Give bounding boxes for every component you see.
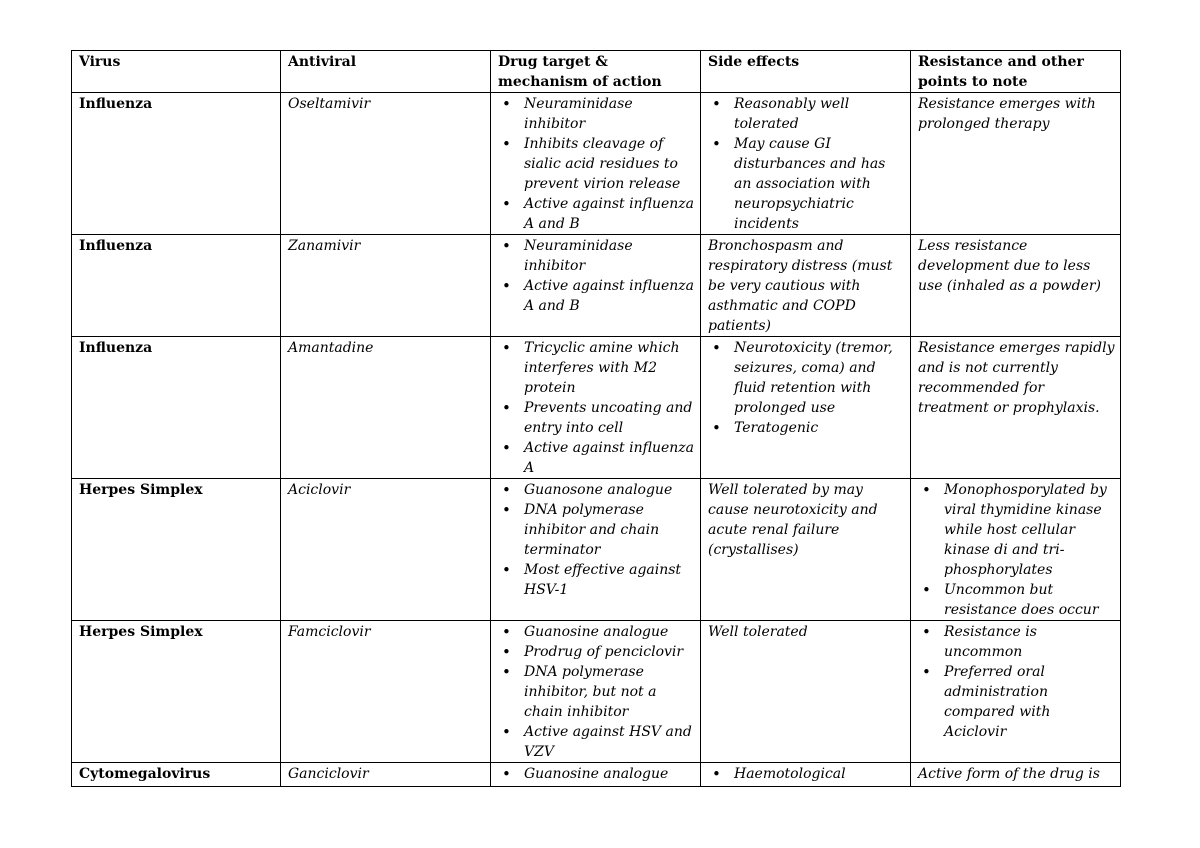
- list-item: • DNA polymerase inhibitor, but not a chain inhibitor: [498, 662, 695, 722]
- list-item: • Haemotological: [708, 764, 905, 784]
- header-side-effects: Side effects: [701, 51, 911, 93]
- resistance-list: [918, 622, 1115, 742]
- resistance-list: [918, 480, 1115, 620]
- side-effects-cell: Well tolerated by may cause neurotoxicity and acute renal failure (crystallises): [701, 479, 911, 621]
- antiviral-cell: Famciclovir: [281, 621, 491, 763]
- mechanism-list: [498, 236, 695, 316]
- resistance-cell: Resistance emerges with prolonged therapy: [911, 93, 1121, 235]
- document-page: [71, 50, 1120, 787]
- table-header-row: [72, 51, 1121, 93]
- virus-cell: Herpes Simplex: [72, 621, 281, 763]
- header-resistance: Resistance and other points to note: [911, 51, 1121, 93]
- list-item: • May cause GI disturbances and has an association with neuropsychiatric incidents: [708, 134, 905, 234]
- list-item: • Prodrug of penciclovir: [498, 642, 695, 662]
- mechanism-list: [498, 94, 695, 234]
- mechanism-cell: [491, 763, 701, 787]
- list-item: • Resistance is uncommon: [918, 622, 1115, 662]
- mechanism-cell: [491, 93, 701, 235]
- list-item: • Guanosone analogue: [498, 480, 695, 500]
- mechanism-cell: [491, 235, 701, 337]
- list-item: • Reasonably well tolerated: [708, 94, 905, 134]
- list-item: • Prevents uncoating and entry into cell: [498, 398, 695, 438]
- list-item: • Guanosine analogue: [498, 764, 695, 784]
- virus-cell: Cytomegalovirus: [72, 763, 281, 787]
- list-item: • Tricyclic amine which interferes with M2 protein: [498, 338, 695, 398]
- list-item: • Active against influenza A and B: [498, 276, 695, 316]
- side-effects-list: [708, 764, 905, 784]
- resistance-cell: Resistance emerges rapidly and is not currently recommended for treatment or prophylaxis.: [911, 337, 1121, 479]
- resistance-cell: Less resistance development due to less use (inhaled as a powder): [911, 235, 1121, 337]
- table-row: [72, 235, 1121, 337]
- header-mechanism: Drug target & mechanism of action: [491, 51, 701, 93]
- side-effects-list: [708, 94, 905, 234]
- list-item: • Neuraminidase inhibitor: [498, 94, 695, 134]
- list-item: • Most effective against HSV-1: [498, 560, 695, 600]
- antiviral-cell: Ganciclovir: [281, 763, 491, 787]
- list-item: • Monophosporylated by viral thymidine kinase while host cellular kinase di and tri-phosphorylates: [918, 480, 1115, 580]
- side-effects-cell: [701, 337, 911, 479]
- virus-cell: Influenza: [72, 93, 281, 235]
- antiviral-cell: Aciclovir: [281, 479, 491, 621]
- list-item: • Active against HSV and VZV: [498, 722, 695, 762]
- table-row: [72, 337, 1121, 479]
- header-antiviral: Antiviral: [281, 51, 491, 93]
- list-item: • Preferred oral administration compared with Aciclovir: [918, 662, 1115, 742]
- virus-cell: Influenza: [72, 337, 281, 479]
- resistance-cell: [911, 479, 1121, 621]
- table-row: [72, 93, 1121, 235]
- list-item: • Neurotoxicity (tremor, seizures, coma) and fluid retention with prolonged use: [708, 338, 905, 418]
- mechanism-list: [498, 764, 695, 784]
- virus-cell: Herpes Simplex: [72, 479, 281, 621]
- table-row: [72, 763, 1121, 787]
- list-item: • Active against influenza A and B: [498, 194, 695, 234]
- antiviral-table: [71, 50, 1121, 787]
- antiviral-cell: Oseltamivir: [281, 93, 491, 235]
- mechanism-list: [498, 480, 695, 600]
- side-effects-cell: [701, 763, 911, 787]
- side-effects-cell: [701, 93, 911, 235]
- header-virus: Virus: [72, 51, 281, 93]
- mechanism-list: [498, 338, 695, 478]
- virus-cell: Influenza: [72, 235, 281, 337]
- antiviral-cell: Zanamivir: [281, 235, 491, 337]
- antiviral-cell: Amantadine: [281, 337, 491, 479]
- side-effects-cell: Well tolerated: [701, 621, 911, 763]
- list-item: • Uncommon but resistance does occur: [918, 580, 1115, 620]
- side-effects-list: [708, 338, 905, 438]
- side-effects-cell: Bronchospasm and respiratory distress (must be very cautious with asthmatic and COPD patients): [701, 235, 911, 337]
- list-item: • Neuraminidase inhibitor: [498, 236, 695, 276]
- list-item: • Teratogenic: [708, 418, 905, 438]
- mechanism-cell: [491, 337, 701, 479]
- mechanism-list: [498, 622, 695, 762]
- mechanism-cell: [491, 479, 701, 621]
- mechanism-cell: [491, 621, 701, 763]
- table-row: [72, 479, 1121, 621]
- resistance-cell: [911, 621, 1121, 763]
- list-item: • DNA polymerase inhibitor and chain terminator: [498, 500, 695, 560]
- table-row: [72, 621, 1121, 763]
- list-item: • Inhibits cleavage of sialic acid residues to prevent virion release: [498, 134, 695, 194]
- list-item: • Active against influenza A: [498, 438, 695, 478]
- list-item: • Guanosine analogue: [498, 622, 695, 642]
- resistance-cell: Active form of the drug is: [911, 763, 1121, 787]
